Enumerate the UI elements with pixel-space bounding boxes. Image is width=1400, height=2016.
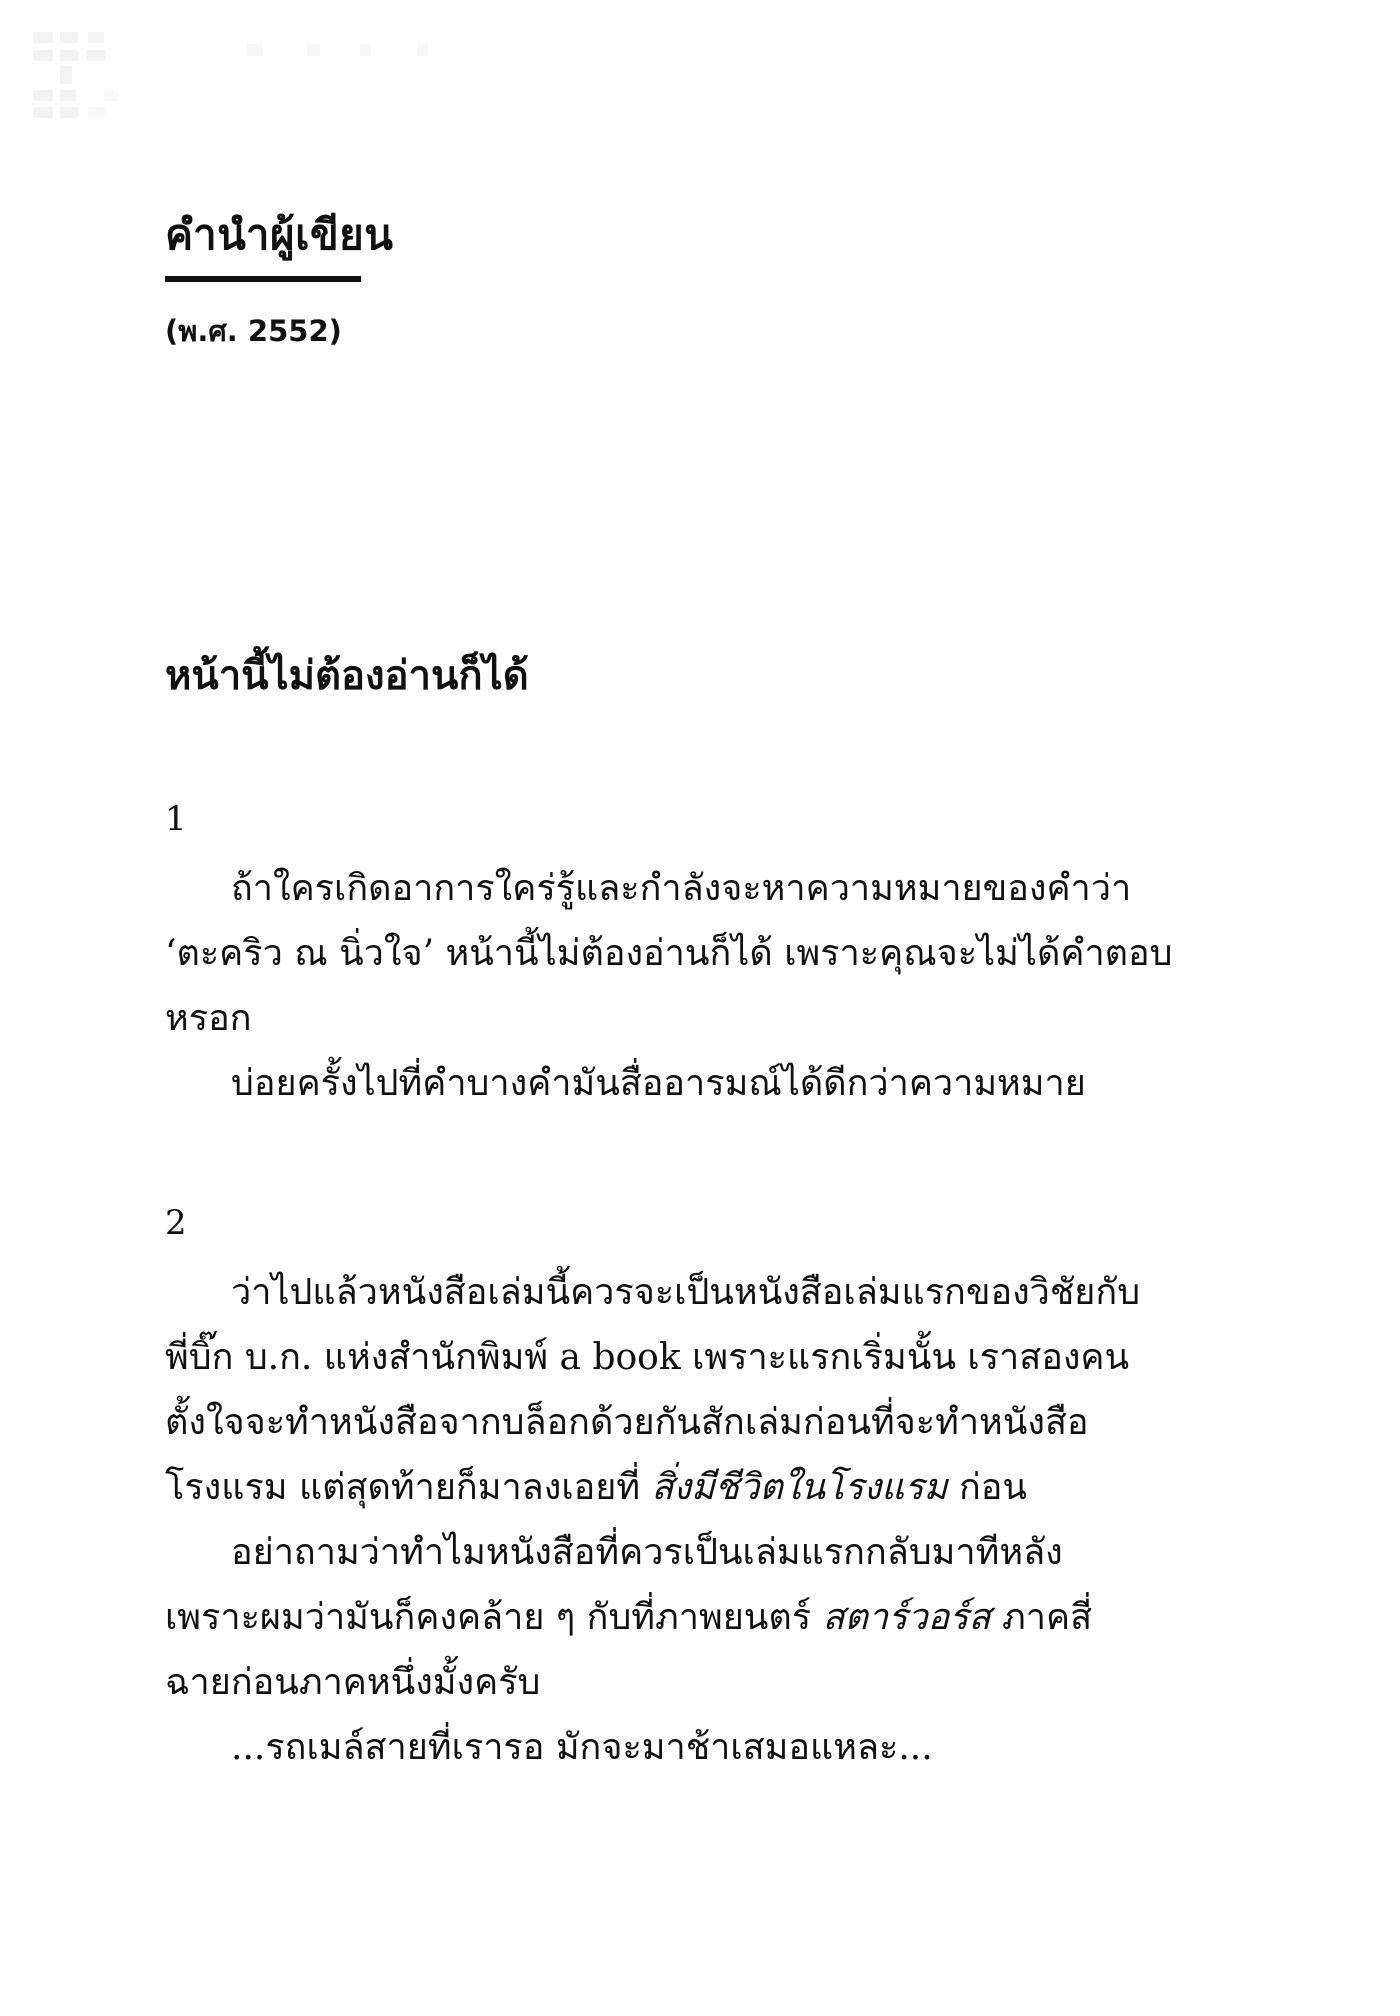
text-segment: พี่บิ๊ก บ.ก. แห่งสำนักพิมพ์ a book เพราะแรกเริ่มนั้น เราสองคน: [165, 1337, 1130, 1378]
italic-text-segment: สิ่งมีชีวิตในโรงแรม: [651, 1467, 948, 1508]
text-line: [165, 1520, 1245, 1585]
section-number: 2: [165, 1203, 187, 1243]
section-number: 1: [165, 799, 187, 839]
text-segment: ตั้งใจจะทำหนังสือจากบล็อกด้วยกันสักเล่มก่อนที่จะทำหนังสือ: [165, 1402, 1089, 1443]
title-underline-rule: [165, 276, 361, 282]
page-title: คำนำผู้เขียน: [165, 210, 394, 259]
text-segment: ...รถเมล์สายที่เรารอ มักจะมาช้าเสมอแหละ...: [231, 1727, 933, 1768]
text-section-2: [165, 1200, 1245, 1780]
text-line: [165, 1650, 1245, 1715]
text-segment: อย่าถามว่าทำไมหนังสือที่ควรเป็นเล่มแรกกลับมาทีหลัง: [231, 1532, 1063, 1573]
text-segment: ฉายก่อนภาคหนึ่งมั้งครับ: [165, 1662, 541, 1703]
text-line: [165, 1051, 1245, 1116]
text-segment: ภาคสี่: [990, 1597, 1093, 1638]
text-segment: หรอก: [165, 998, 252, 1039]
text-line: [165, 986, 1245, 1051]
text-segment: บ่อยครั้งไปที่คำบางคำมันสื่ออารมณ์ได้ดีกว่าความหมาย: [231, 1063, 1086, 1104]
text-section-1: [165, 796, 1245, 1116]
text-segment: เพราะผมว่ามันก็คงคล้าย ๆ กับที่ภาพยนตร์: [165, 1597, 823, 1638]
text-line: [165, 856, 1245, 921]
text-segment: ‘ตะคริว ณ นิ่วใจ’ หน้านี้ไม่ต้องอ่านก็ได้ เพราะคุณจะไม่ได้คำตอบ: [165, 933, 1173, 974]
text-segment: ถ้าใครเกิดอาการใคร่รู้และกำลังจะหาความหมายของคำว่า: [231, 868, 1132, 909]
text-segment: ว่าไปแล้วหนังสือเล่มนี้ควรจะเป็นหนังสือเล่มแรกของวิชัยกับ: [231, 1272, 1141, 1313]
text-segment: โรงแรม แต่สุดท้ายก็มาลงเอยที่: [165, 1467, 652, 1508]
body-text-column: [165, 796, 1245, 1780]
page-header: [165, 210, 393, 348]
text-line: [165, 1325, 1245, 1390]
text-line: [165, 1585, 1245, 1650]
italic-text-segment: สตาร์วอร์ส: [822, 1597, 991, 1638]
text-line: [165, 1455, 1245, 1520]
text-segment: ก่อน: [947, 1467, 1028, 1508]
text-line: [165, 1390, 1245, 1455]
text-line: [165, 921, 1245, 986]
text-line: [165, 1715, 1245, 1780]
section-heading: หน้านี้ไม่ต้องอ่านก็ได้: [165, 653, 529, 699]
text-line: [165, 1260, 1245, 1325]
publication-year: (พ.ศ. 2552): [165, 314, 342, 348]
